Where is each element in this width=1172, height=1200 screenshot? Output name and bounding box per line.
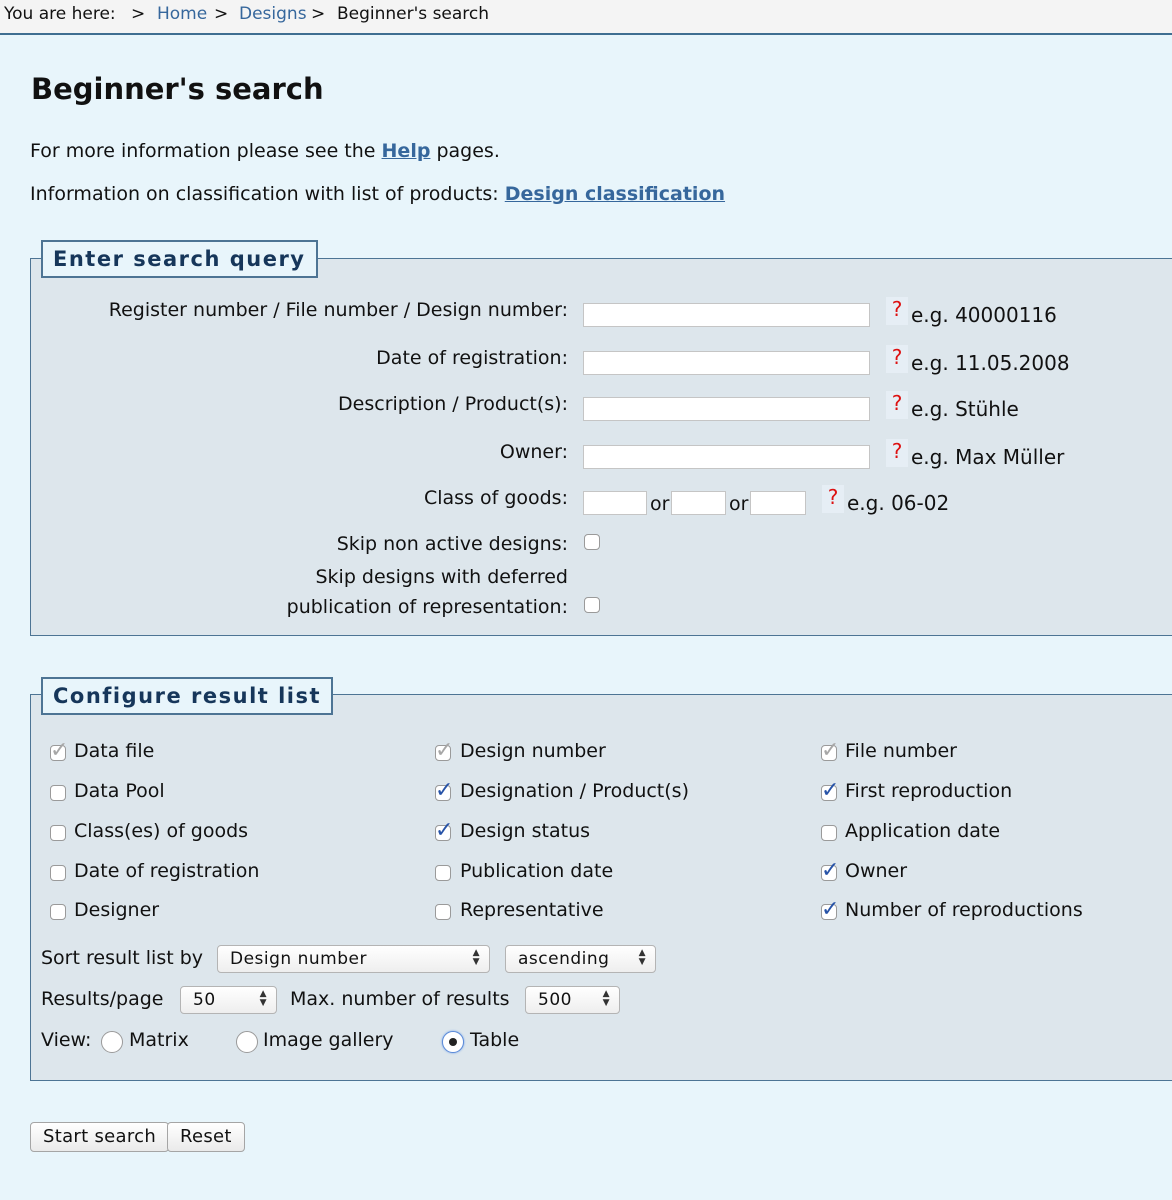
select-arrows-icon: ▲ ▼ — [602, 989, 610, 1008]
help-info-text: For more information please see the Help pages. — [30, 140, 500, 162]
max-results-label: Max. number of results — [290, 988, 510, 1010]
description-label: Description / Product(s): — [338, 393, 568, 415]
breadcrumb-separator: > — [214, 4, 229, 24]
check-icon: ✓ — [821, 858, 840, 883]
page-title: Beginner's search — [31, 72, 324, 106]
register-number-input[interactable] — [583, 303, 870, 327]
publication-date-checkbox[interactable] — [435, 865, 451, 881]
check-icon: ✓ — [821, 897, 840, 922]
skip-deferred-label-line2: publication of representation: — [286, 596, 568, 618]
publication-date-label: Publication date — [460, 860, 614, 882]
view-gallery-label: Image gallery — [263, 1029, 394, 1051]
or-separator: or — [729, 493, 749, 515]
data-pool-checkbox[interactable] — [50, 785, 66, 801]
register-number-help-icon[interactable]: ? — [886, 297, 908, 325]
design-classification-link[interactable]: Design classification — [504, 183, 726, 205]
skip-inactive-label: Skip non active designs: — [336, 533, 568, 555]
data-pool-label: Data Pool — [74, 780, 165, 802]
select-arrows-icon: ▲ ▼ — [259, 989, 267, 1008]
view-table-label: Table — [470, 1029, 520, 1051]
max-results-value: 500 — [538, 990, 572, 1010]
data-file-label: Data file — [74, 740, 155, 762]
check-icon: ✓ — [821, 738, 840, 763]
breadcrumb-separator: > — [311, 4, 326, 24]
sort-order-select[interactable] — [505, 945, 656, 973]
date-of-registration-label: Date of registration — [74, 860, 260, 882]
registration-date-example: e.g. 11.05.2008 — [911, 351, 1070, 375]
class-of-goods-help-icon[interactable]: ? — [822, 485, 844, 513]
breadcrumb-separator: > — [131, 4, 146, 24]
class-of-goods-input-1[interactable] — [583, 491, 647, 515]
skip-deferred-label-line1: Skip designs with deferred — [315, 566, 568, 588]
description-help-icon[interactable]: ? — [886, 391, 908, 419]
registration-date-help-icon[interactable]: ? — [886, 345, 908, 373]
register-number-example: e.g. 40000116 — [911, 303, 1057, 327]
class-of-goods-input-3[interactable] — [750, 491, 806, 515]
design-status-label: Design status — [460, 820, 591, 842]
first-reproduction-label: First reproduction — [845, 780, 1013, 802]
owner-label: Owner: — [499, 441, 568, 463]
sort-order-value: ascending — [518, 949, 610, 969]
sort-field-select[interactable] — [217, 945, 490, 973]
check-icon: ✓ — [435, 818, 454, 843]
or-separator: or — [650, 493, 670, 515]
classification-info-text: Information on classification with list of products: Design classification — [30, 183, 726, 205]
designer-checkbox[interactable] — [50, 904, 66, 920]
file-number-label: File number — [845, 740, 957, 762]
design-number-label: Design number — [460, 740, 606, 762]
classes-of-goods-checkbox[interactable] — [50, 825, 66, 841]
results-per-page-value: 50 — [193, 990, 216, 1010]
view-matrix-radio[interactable] — [101, 1031, 123, 1053]
check-icon: ✓ — [821, 778, 840, 803]
register-number-label: Register number / File number / Design number: — [108, 299, 568, 321]
description-input[interactable] — [583, 397, 870, 421]
designer-label: Designer — [74, 899, 160, 921]
help-link[interactable]: Help — [381, 140, 431, 162]
representative-checkbox[interactable] — [435, 904, 451, 920]
class-of-goods-input-2[interactable] — [671, 491, 726, 515]
check-icon: ✓ — [435, 738, 454, 763]
representative-label: Representative — [460, 899, 604, 921]
owner-input[interactable] — [583, 445, 870, 469]
results-per-page-select[interactable] — [180, 986, 277, 1014]
breadcrumb — [0, 0, 1172, 35]
check-icon: ✓ — [435, 778, 454, 803]
breadcrumb-prefix: You are here: — [4, 4, 116, 24]
max-results-select[interactable] — [525, 986, 620, 1014]
select-arrows-icon: ▲ ▼ — [472, 948, 480, 967]
designation-products-label: Designation / Product(s) — [460, 780, 689, 802]
owner-example: e.g. Max Müller — [911, 445, 1065, 469]
view-label: View: — [41, 1029, 92, 1051]
reset-button[interactable]: Reset — [167, 1122, 245, 1152]
view-matrix-label: Matrix — [129, 1029, 189, 1051]
registration-date-input[interactable] — [583, 351, 870, 375]
application-date-label: Application date — [845, 820, 1001, 842]
class-of-goods-example: e.g. 06-02 — [847, 491, 950, 515]
breadcrumb-designs-link[interactable]: Designs — [239, 4, 307, 24]
check-icon: ✓ — [50, 738, 69, 763]
registration-date-label: Date of registration: — [376, 347, 568, 369]
number-of-reproductions-label: Number of reproductions — [845, 899, 1083, 921]
breadcrumb-home-link[interactable]: Home — [157, 4, 208, 24]
owner-column-label: Owner — [845, 860, 908, 882]
description-example: e.g. Stühle — [911, 397, 1019, 421]
breadcrumb-current: Beginner's search — [337, 4, 490, 24]
sort-field-value: Design number — [230, 949, 367, 969]
skip-deferred-checkbox[interactable] — [584, 597, 600, 613]
classes-of-goods-label: Class(es) of goods — [74, 820, 249, 842]
application-date-checkbox[interactable] — [821, 825, 837, 841]
view-gallery-radio[interactable] — [236, 1031, 258, 1053]
result-config-legend: Configure result list — [41, 677, 333, 715]
results-per-page-label: Results/page — [41, 988, 164, 1010]
search-query-legend: Enter search query — [41, 240, 318, 278]
view-table-radio[interactable] — [442, 1031, 464, 1053]
date-of-registration-checkbox[interactable] — [50, 865, 66, 881]
sort-label: Sort result list by — [41, 947, 204, 969]
class-of-goods-label: Class of goods: — [423, 487, 568, 509]
owner-help-icon[interactable]: ? — [886, 439, 908, 467]
select-arrows-icon: ▲ ▼ — [638, 948, 646, 967]
start-search-button[interactable]: Start search — [30, 1122, 169, 1152]
skip-inactive-checkbox[interactable] — [584, 534, 600, 550]
